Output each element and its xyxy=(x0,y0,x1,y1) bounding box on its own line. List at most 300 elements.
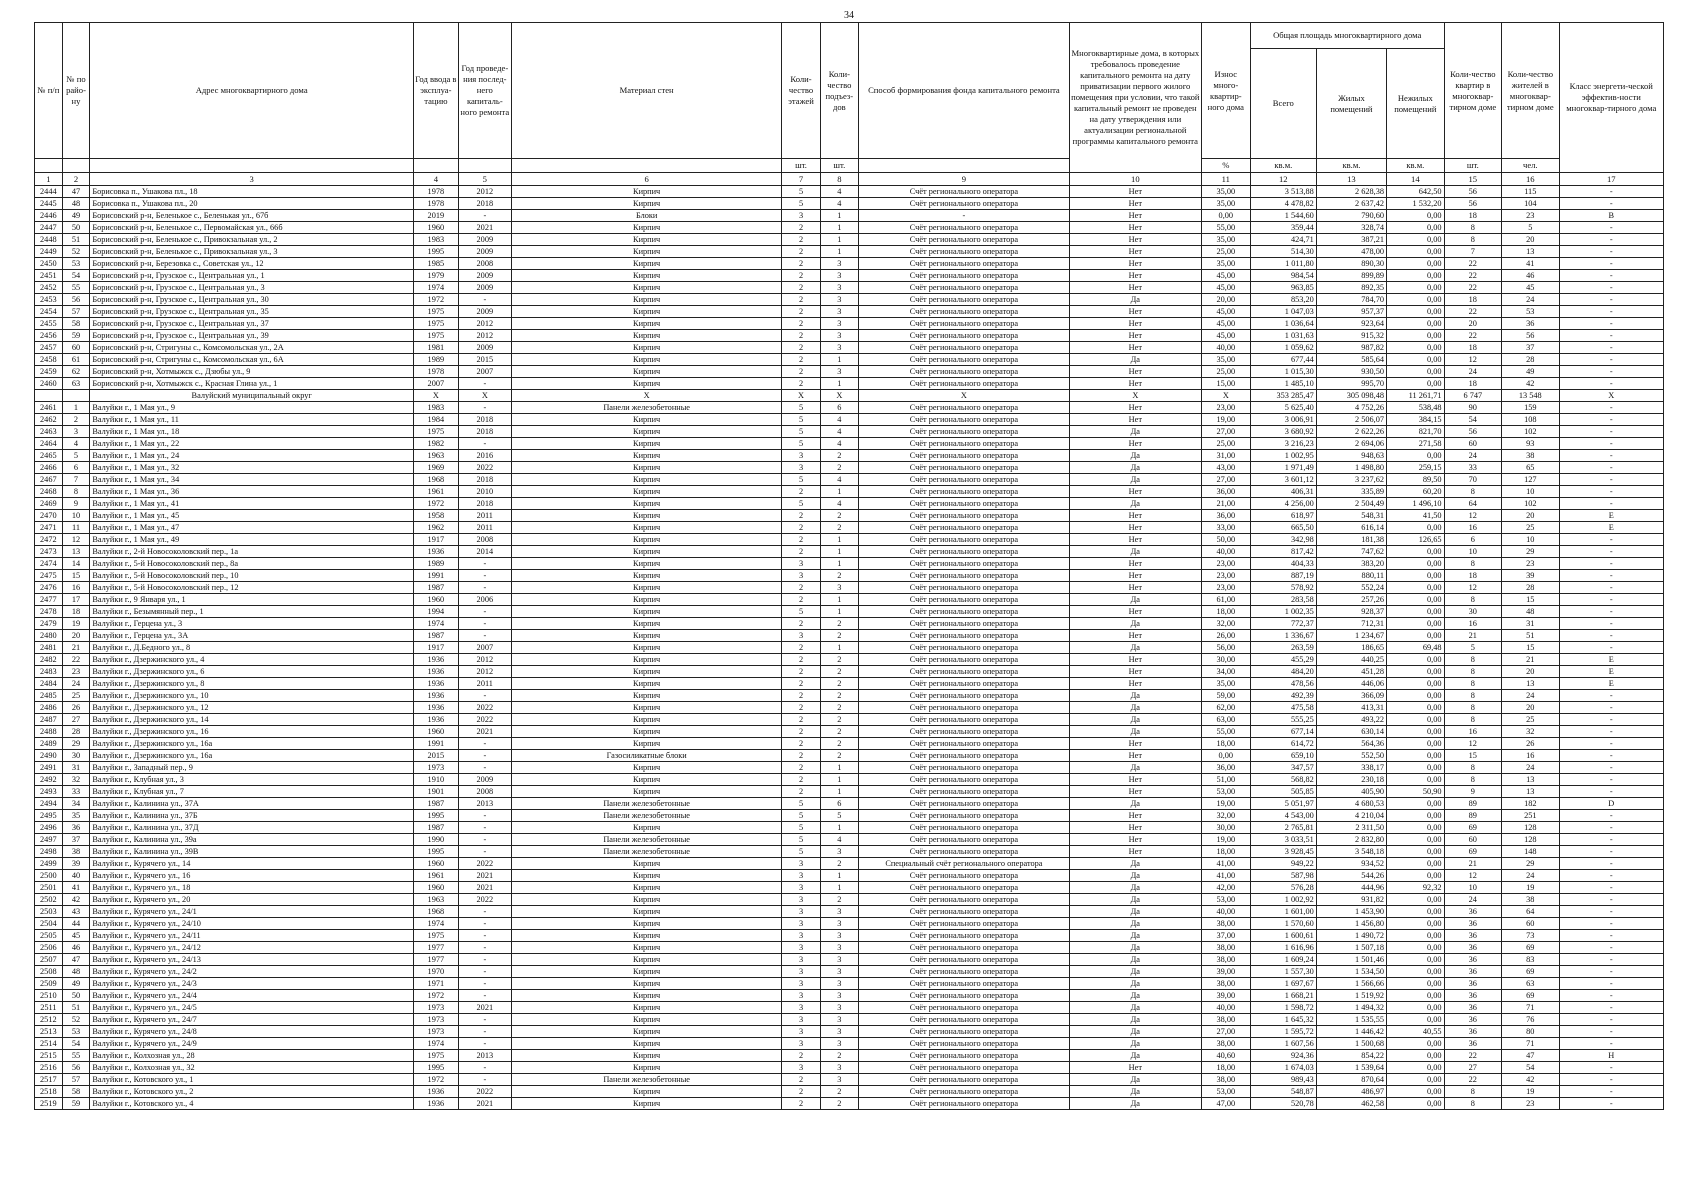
cell-address: Валуйки г., 1 Мая ул., 36 xyxy=(90,486,414,498)
cell-last-repair: - xyxy=(458,822,511,834)
cell-floors: 3 xyxy=(782,558,820,570)
cell-wall-material: Кирпич xyxy=(511,870,781,882)
cell-entrances: 2 xyxy=(820,462,858,474)
cell-repair-required: Нет xyxy=(1069,834,1201,846)
cell-floors: 2 xyxy=(782,234,820,246)
cell-row-number: 2454 xyxy=(35,306,63,318)
cell-floors: 2 xyxy=(782,270,820,282)
cell-apartments: 9 xyxy=(1444,786,1501,798)
header-col-wear: Износ много-квартир-ного дома xyxy=(1201,23,1250,159)
cell-district-number: 41 xyxy=(62,882,90,894)
cell-year-built: 1936 xyxy=(414,654,459,666)
cell-wall-material: Кирпич xyxy=(511,426,781,438)
cell-energy-class: - xyxy=(1559,318,1663,330)
cell-residents: 36 xyxy=(1502,318,1559,330)
cell-area-residential: 712,31 xyxy=(1316,618,1386,630)
cell-floors: 2 xyxy=(782,594,820,606)
cell-area-residential: 892,35 xyxy=(1316,282,1386,294)
cell-row-number: 2517 xyxy=(35,1074,63,1086)
cell-area-residential: 2 832,80 xyxy=(1316,834,1386,846)
column-number: 6 xyxy=(511,173,781,186)
cell-wall-material: Кирпич xyxy=(511,666,781,678)
cell-wall-material: Кирпич xyxy=(511,918,781,930)
cell-energy-class: - xyxy=(1559,726,1663,738)
cell-fund-method: Счёт регионального оператора xyxy=(859,522,1070,534)
cell-apartments: 36 xyxy=(1444,954,1501,966)
cell-wall-material: Кирпич xyxy=(511,246,781,258)
cell-last-repair: - xyxy=(458,990,511,1002)
cell-area-total: 1 336,67 xyxy=(1250,630,1316,642)
cell-area-total: 3 601,12 xyxy=(1250,474,1316,486)
cell-apartments: 8 xyxy=(1444,690,1501,702)
table-row xyxy=(35,402,1664,414)
cell-energy-class: - xyxy=(1559,1098,1663,1110)
cell-wall-material: Кирпич xyxy=(511,1002,781,1014)
cell-district-number: 56 xyxy=(62,1062,90,1074)
cell-row-number: 2506 xyxy=(35,942,63,954)
cell-row-number: 2493 xyxy=(35,786,63,798)
cell-repair-required: Да xyxy=(1069,930,1201,942)
cell-residents: 60 xyxy=(1502,918,1559,930)
cell-wall-material: Кирпич xyxy=(511,618,781,630)
cell-row-number: 2512 xyxy=(35,1014,63,1026)
header-col-last-repair: Год проведе-ния послед-него капиталь-ного ремонта xyxy=(458,23,511,159)
cell-wall-material: Кирпич xyxy=(511,714,781,726)
cell-entrances: 4 xyxy=(820,198,858,210)
cell-apartments: 8 xyxy=(1444,222,1501,234)
cell-area-residential: 923,64 xyxy=(1316,318,1386,330)
cell-apartments: 21 xyxy=(1444,858,1501,870)
cell-repair-required: Нет xyxy=(1069,606,1201,618)
cell-area-total: 514,30 xyxy=(1250,246,1316,258)
cell-floors: 3 xyxy=(782,918,820,930)
column-number: 12 xyxy=(1250,173,1316,186)
cell-floors: 5 xyxy=(782,834,820,846)
cell-year-built: 1960 xyxy=(414,726,459,738)
cell-residents: 76 xyxy=(1502,1014,1559,1026)
cell-year-built: 1981 xyxy=(414,342,459,354)
cell-repair-required: Да xyxy=(1069,498,1201,510)
table-row xyxy=(35,762,1664,774)
cell-energy-class: Н xyxy=(1559,1050,1663,1062)
cell-wall-material: Кирпич xyxy=(511,1098,781,1110)
cell-area-nonresidential: 271,58 xyxy=(1387,438,1445,450)
cell-district-number: 59 xyxy=(62,330,90,342)
cell-wear: 39,00 xyxy=(1201,966,1250,978)
cell-area-nonresidential: 0,00 xyxy=(1387,522,1445,534)
cell-wear: 56,00 xyxy=(1201,642,1250,654)
cell-entrances: 1 xyxy=(820,594,858,606)
section-row xyxy=(35,390,1664,402)
cell-district-number: 55 xyxy=(62,1050,90,1062)
cell-wall-material: Кирпич xyxy=(511,894,781,906)
cell-address: Валуйки г., Курячего ул., 18 xyxy=(90,882,414,894)
cell-area-residential: 3 548,18 xyxy=(1316,846,1386,858)
column-number: 7 xyxy=(782,173,820,186)
cell-year-built: 1936 xyxy=(414,714,459,726)
cell-energy-class: - xyxy=(1559,354,1663,366)
cell-energy-class: - xyxy=(1559,414,1663,426)
cell-area-total: 5 051,97 xyxy=(1250,798,1316,810)
cell-repair-required: Нет xyxy=(1069,186,1201,198)
cell-repair-required: Да xyxy=(1069,1026,1201,1038)
cell-area-total: 1 971,49 xyxy=(1250,462,1316,474)
cell-repair-required: Нет xyxy=(1069,678,1201,690)
cell-area-nonresidential: 0,00 xyxy=(1387,750,1445,762)
cell-residents: 25 xyxy=(1502,522,1559,534)
cell-apartments: 10 xyxy=(1444,882,1501,894)
cell-energy-class: - xyxy=(1559,402,1663,414)
cell-year-built: 1974 xyxy=(414,918,459,930)
cell-wall-material: Кирпич xyxy=(511,606,781,618)
cell-year-built: 1995 xyxy=(414,246,459,258)
cell-floors: 2 xyxy=(782,522,820,534)
cell-area-nonresidential: 0,00 xyxy=(1387,450,1445,462)
cell-year-built: X xyxy=(414,390,459,402)
cell-area-total: 1 668,21 xyxy=(1250,990,1316,1002)
cell-area-nonresidential: 0,00 xyxy=(1387,822,1445,834)
cell-repair-required: Да xyxy=(1069,1050,1201,1062)
cell-fund-method: Счёт регионального оператора xyxy=(859,954,1070,966)
cell-fund-method: Счёт регионального оператора xyxy=(859,438,1070,450)
cell-entrances: 2 xyxy=(820,726,858,738)
cell-district-number: 13 xyxy=(62,546,90,558)
cell-district-number: 1 xyxy=(62,402,90,414)
cell-district-number: 31 xyxy=(62,762,90,774)
cell-wall-material: Кирпич xyxy=(511,942,781,954)
table-row xyxy=(35,366,1664,378)
cell-area-nonresidential: 0,00 xyxy=(1387,654,1445,666)
cell-energy-class: - xyxy=(1559,366,1663,378)
cell-district-number: 19 xyxy=(62,618,90,630)
cell-residents: 21 xyxy=(1502,654,1559,666)
cell-area-total: 1 607,56 xyxy=(1250,1038,1316,1050)
cell-row-number: 2445 xyxy=(35,198,63,210)
cell-area-total: 924,36 xyxy=(1250,1050,1316,1062)
cell-area-residential: 2 694,06 xyxy=(1316,438,1386,450)
cell-row-number: 2495 xyxy=(35,810,63,822)
cell-row-number: 2467 xyxy=(35,474,63,486)
cell-energy-class: - xyxy=(1559,594,1663,606)
cell-wear: 38,00 xyxy=(1201,1014,1250,1026)
cell-area-residential: 987,82 xyxy=(1316,342,1386,354)
cell-area-nonresidential: 0,00 xyxy=(1387,258,1445,270)
cell-entrances: 2 xyxy=(820,630,858,642)
cell-repair-required: Нет xyxy=(1069,1062,1201,1074)
column-number: 1 xyxy=(35,173,63,186)
cell-fund-method: Счёт регионального оператора xyxy=(859,666,1070,678)
cell-area-nonresidential: 0,00 xyxy=(1387,726,1445,738)
cell-last-repair: 2011 xyxy=(458,678,511,690)
cell-area-nonresidential: 0,00 xyxy=(1387,306,1445,318)
cell-last-repair: 2022 xyxy=(458,858,511,870)
cell-district-number: 21 xyxy=(62,642,90,654)
cell-area-nonresidential: 69,48 xyxy=(1387,642,1445,654)
cell-address: Борисовский р-н, Грузское с., Центральная ул., 1 xyxy=(90,270,414,282)
cell-energy-class: - xyxy=(1559,618,1663,630)
table-row xyxy=(35,750,1664,762)
cell-area-total: 618,97 xyxy=(1250,510,1316,522)
cell-entrances: 3 xyxy=(820,366,858,378)
cell-row-number: 2491 xyxy=(35,762,63,774)
cell-apartments: 36 xyxy=(1444,966,1501,978)
table-row xyxy=(35,606,1664,618)
cell-area-residential: 1 446,42 xyxy=(1316,1026,1386,1038)
cell-residents: 115 xyxy=(1502,186,1559,198)
cell-year-built: 1978 xyxy=(414,198,459,210)
cell-district-number: 4 xyxy=(62,438,90,450)
table-row xyxy=(35,318,1664,330)
cell-wear: 25,00 xyxy=(1201,366,1250,378)
cell-row-number: 2463 xyxy=(35,426,63,438)
cell-area-total: 853,20 xyxy=(1250,294,1316,306)
table-row xyxy=(35,534,1664,546)
cell-last-repair: 2018 xyxy=(458,198,511,210)
cell-apartments: 22 xyxy=(1444,330,1501,342)
cell-fund-method: Счёт регионального оператора xyxy=(859,978,1070,990)
table-row xyxy=(35,450,1664,462)
cell-district-number: 16 xyxy=(62,582,90,594)
cell-address: Борисовский р-н, Грузское с., Центральная ул., 30 xyxy=(90,294,414,306)
column-number: 17 xyxy=(1559,173,1663,186)
cell-fund-method: Счёт регионального оператора xyxy=(859,354,1070,366)
cell-entrances: 4 xyxy=(820,834,858,846)
cell-row-number: 2494 xyxy=(35,798,63,810)
cell-entrances: 2 xyxy=(820,654,858,666)
cell-year-built: 1973 xyxy=(414,762,459,774)
table-row xyxy=(35,354,1664,366)
cell-energy-class: - xyxy=(1559,1026,1663,1038)
cell-area-residential: 930,50 xyxy=(1316,366,1386,378)
cell-entrances: 1 xyxy=(820,822,858,834)
cell-address: Валуйки г., Западный пер., 9 xyxy=(90,762,414,774)
cell-entrances: 3 xyxy=(820,1074,858,1086)
cell-address: Валуйки г., 1 Мая ул., 32 xyxy=(90,462,414,474)
cell-residents: 39 xyxy=(1502,570,1559,582)
cell-entrances: 3 xyxy=(820,342,858,354)
cell-last-repair: 2018 xyxy=(458,426,511,438)
table-row xyxy=(35,906,1664,918)
cell-address: Валуйки г., 2-й Новосоколовский пер., 1а xyxy=(90,546,414,558)
cell-area-nonresidential: 259,15 xyxy=(1387,462,1445,474)
cell-apartments: 12 xyxy=(1444,510,1501,522)
table-row xyxy=(35,954,1664,966)
cell-wall-material: Кирпич xyxy=(511,342,781,354)
cell-area-residential: 2 311,50 xyxy=(1316,822,1386,834)
cell-address: Валуйки г., 1 Мая ул., 18 xyxy=(90,426,414,438)
cell-fund-method: Счёт регионального оператора xyxy=(859,942,1070,954)
cell-wear: 27,00 xyxy=(1201,474,1250,486)
cell-energy-class: - xyxy=(1559,426,1663,438)
cell-entrances: 4 xyxy=(820,414,858,426)
cell-area-residential: 585,64 xyxy=(1316,354,1386,366)
cell-residents: 20 xyxy=(1502,666,1559,678)
cell-year-built: 1970 xyxy=(414,966,459,978)
cell-district-number: 51 xyxy=(62,234,90,246)
cell-wear: 38,00 xyxy=(1201,954,1250,966)
cell-last-repair: - xyxy=(458,294,511,306)
cell-apartments: 12 xyxy=(1444,582,1501,594)
cell-wall-material: Газосиликатные блоки xyxy=(511,750,781,762)
cell-fund-method: Счёт регионального оператора xyxy=(859,258,1070,270)
cell-year-built: 1987 xyxy=(414,822,459,834)
cell-area-total: 406,31 xyxy=(1250,486,1316,498)
cell-row-number: 2485 xyxy=(35,690,63,702)
cell-area-nonresidential: 0,00 xyxy=(1387,1074,1445,1086)
cell-year-built: 1968 xyxy=(414,906,459,918)
cell-wear: 38,00 xyxy=(1201,918,1250,930)
cell-wall-material: Панели железобетонные xyxy=(511,798,781,810)
cell-address: Борисовский р-н, Стригуны с., Комсомольская ул., 6А xyxy=(90,354,414,366)
cell-area-residential: 2 622,26 xyxy=(1316,426,1386,438)
cell-wall-material: Кирпич xyxy=(511,738,781,750)
cell-area-nonresidential: 0,00 xyxy=(1387,978,1445,990)
table-row xyxy=(35,570,1664,582)
cell-fund-method: Счёт регионального оператора xyxy=(859,246,1070,258)
cell-area-nonresidential: 0,00 xyxy=(1387,618,1445,630)
cell-district-number: 48 xyxy=(62,198,90,210)
cell-row-number: 2460 xyxy=(35,378,63,390)
cell-apartments: 27 xyxy=(1444,1062,1501,1074)
cell-wall-material: Кирпич xyxy=(511,726,781,738)
cell-energy-class: - xyxy=(1559,966,1663,978)
unit-cell: шт. xyxy=(1444,159,1501,173)
cell-area-total: 1 036,64 xyxy=(1250,318,1316,330)
cell-wall-material: Кирпич xyxy=(511,1014,781,1026)
table-row xyxy=(35,186,1664,198)
cell-last-repair: 2021 xyxy=(458,870,511,882)
cell-district-number: 28 xyxy=(62,726,90,738)
cell-energy-class: - xyxy=(1559,690,1663,702)
cell-year-built: 1984 xyxy=(414,414,459,426)
cell-residents: 42 xyxy=(1502,1074,1559,1086)
cell-last-repair: - xyxy=(458,1038,511,1050)
cell-address: Валуйки г., Курячего ул., 24/8 xyxy=(90,1026,414,1038)
cell-wall-material: Кирпич xyxy=(511,954,781,966)
cell-last-repair: - xyxy=(458,1062,511,1074)
cell-residents: 38 xyxy=(1502,894,1559,906)
cell-wall-material: X xyxy=(511,390,781,402)
cell-floors: 3 xyxy=(782,1002,820,1014)
cell-repair-required: Да xyxy=(1069,450,1201,462)
cell-wall-material: Кирпич xyxy=(511,1062,781,1074)
cell-wear: 41,00 xyxy=(1201,858,1250,870)
cell-floors: 3 xyxy=(782,990,820,1002)
cell-fund-method: Счёт регионального оператора xyxy=(859,462,1070,474)
cell-floors: 5 xyxy=(782,498,820,510)
cell-energy-class: - xyxy=(1559,882,1663,894)
unit-cell xyxy=(35,159,63,173)
cell-fund-method: Счёт регионального оператора xyxy=(859,1038,1070,1050)
cell-entrances: 1 xyxy=(820,246,858,258)
cell-fund-method: Счёт регионального оператора xyxy=(859,846,1070,858)
table-row xyxy=(35,594,1664,606)
cell-wall-material: Кирпич xyxy=(511,234,781,246)
unit-cell xyxy=(859,159,1070,173)
cell-residents: 56 xyxy=(1502,330,1559,342)
table-row xyxy=(35,258,1664,270)
cell-area-nonresidential: 11 261,71 xyxy=(1387,390,1445,402)
cell-energy-class: - xyxy=(1559,1086,1663,1098)
column-number: 13 xyxy=(1316,173,1386,186)
cell-energy-class: В xyxy=(1559,210,1663,222)
cell-wear: 45,00 xyxy=(1201,270,1250,282)
cell-last-repair: - xyxy=(458,846,511,858)
cell-area-residential: 440,25 xyxy=(1316,654,1386,666)
cell-fund-method: Счёт регионального оператора xyxy=(859,570,1070,582)
cell-area-residential: 1 534,50 xyxy=(1316,966,1386,978)
cell-address: Валуйки г., Курячего ул., 24/1 xyxy=(90,906,414,918)
cell-entrances: 3 xyxy=(820,1014,858,1026)
cell-year-built: 1990 xyxy=(414,834,459,846)
cell-row-number: 2481 xyxy=(35,642,63,654)
cell-row-number: 2474 xyxy=(35,558,63,570)
cell-entrances: 1 xyxy=(820,234,858,246)
cell-residents: 182 xyxy=(1502,798,1559,810)
cell-apartments: 15 xyxy=(1444,750,1501,762)
cell-wall-material: Кирпич xyxy=(511,510,781,522)
cell-repair-required: Да xyxy=(1069,1038,1201,1050)
table-row xyxy=(35,1038,1664,1050)
cell-area-total: 1 059,62 xyxy=(1250,342,1316,354)
cell-last-repair: 2021 xyxy=(458,222,511,234)
cell-wear: 18,00 xyxy=(1201,846,1250,858)
cell-repair-required: Нет xyxy=(1069,738,1201,750)
cell-apartments: 24 xyxy=(1444,366,1501,378)
cell-wall-material: Кирпич xyxy=(511,594,781,606)
cell-district-number: 47 xyxy=(62,954,90,966)
cell-fund-method: Счёт регионального оператора xyxy=(859,594,1070,606)
cell-address: Валуйки г., Клубная ул., 3 xyxy=(90,774,414,786)
table-row xyxy=(35,1086,1664,1098)
cell-row-number: 2446 xyxy=(35,210,63,222)
cell-last-repair: 2018 xyxy=(458,474,511,486)
cell-last-repair: 2013 xyxy=(458,1050,511,1062)
cell-repair-required: Нет xyxy=(1069,822,1201,834)
cell-wall-material: Блоки xyxy=(511,210,781,222)
cell-entrances: 1 xyxy=(820,378,858,390)
cell-floors: 2 xyxy=(782,1086,820,1098)
cell-district-number: 23 xyxy=(62,666,90,678)
cell-area-total: 4 256,00 xyxy=(1250,498,1316,510)
cell-district-number: 62 xyxy=(62,366,90,378)
cell-district-number: 11 xyxy=(62,522,90,534)
cell-residents: 31 xyxy=(1502,618,1559,630)
cell-year-built: 1987 xyxy=(414,798,459,810)
cell-floors: 5 xyxy=(782,426,820,438)
cell-year-built: 1979 xyxy=(414,270,459,282)
cell-year-built: 1994 xyxy=(414,606,459,618)
cell-fund-method: Счёт регионального оператора xyxy=(859,342,1070,354)
cell-area-nonresidential: 0,00 xyxy=(1387,1098,1445,1110)
cell-entrances: 1 xyxy=(820,486,858,498)
cell-repair-required: Нет xyxy=(1069,246,1201,258)
table-row xyxy=(35,558,1664,570)
cell-fund-method: Счёт регионального оператора xyxy=(859,1086,1070,1098)
cell-area-total: 659,10 xyxy=(1250,750,1316,762)
cell-fund-method: Счёт регионального оператора xyxy=(859,930,1070,942)
cell-energy-class: - xyxy=(1559,930,1663,942)
cell-area-total: 1 002,92 xyxy=(1250,894,1316,906)
cell-area-residential: 338,17 xyxy=(1316,762,1386,774)
cell-area-total: 404,33 xyxy=(1250,558,1316,570)
cell-area-total: 772,37 xyxy=(1250,618,1316,630)
cell-floors: 2 xyxy=(782,774,820,786)
cell-area-nonresidential: 0,00 xyxy=(1387,894,1445,906)
cell-district-number: 43 xyxy=(62,906,90,918)
cell-energy-class: - xyxy=(1559,786,1663,798)
table-row xyxy=(35,822,1664,834)
